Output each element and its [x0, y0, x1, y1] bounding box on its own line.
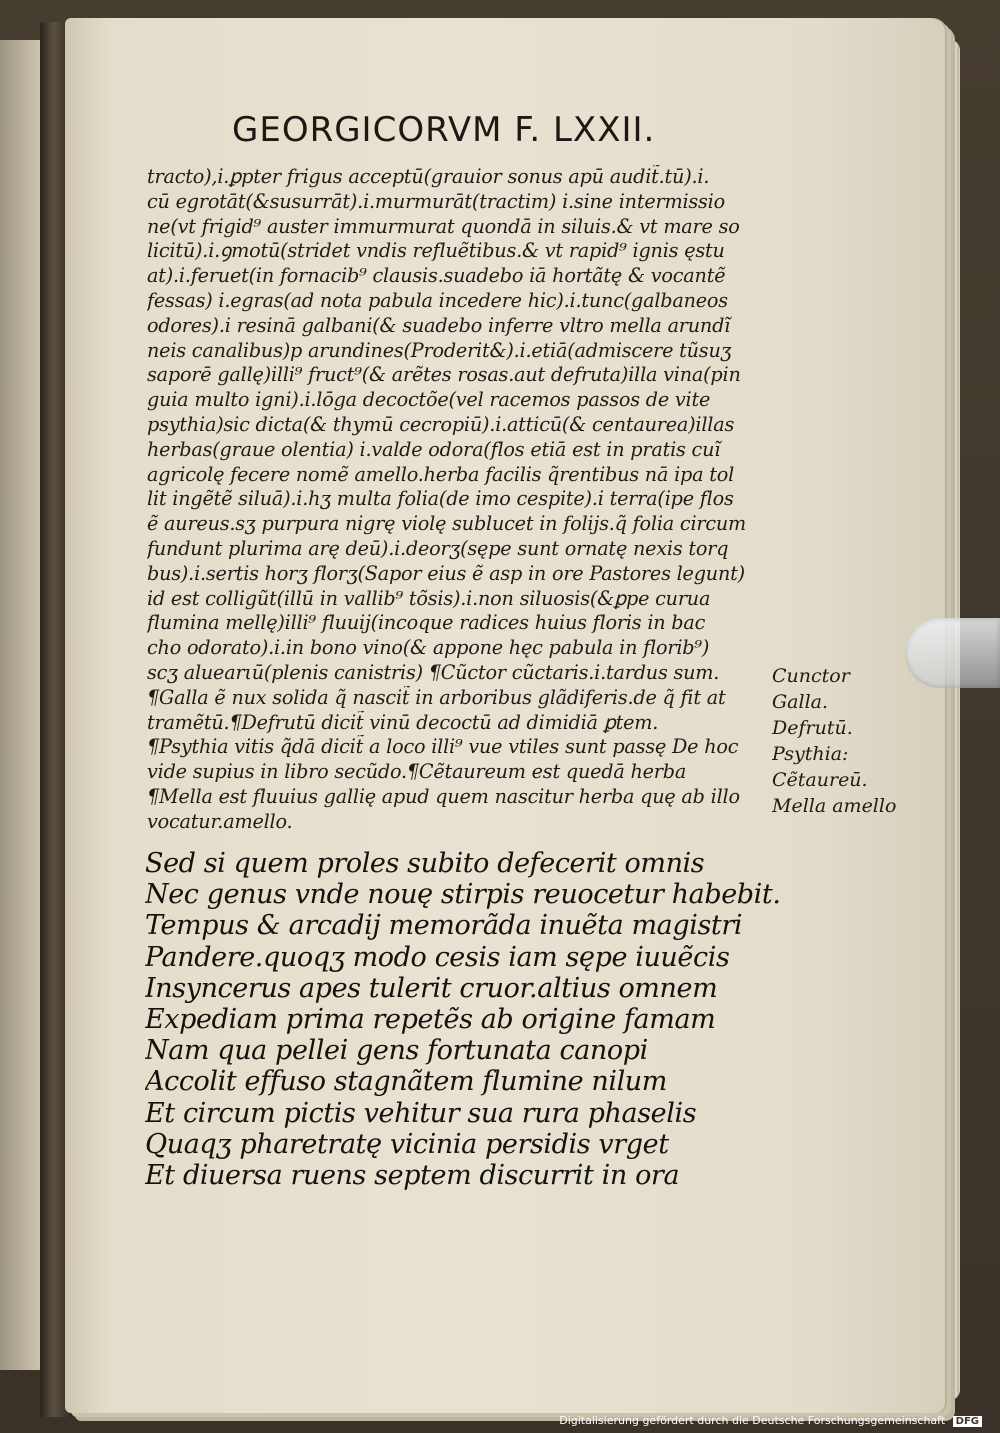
- commentary-line: cho odorato).i.in bono vino(& appone hęc pabula in florib⁹): [147, 636, 710, 660]
- marginal-note: Mella amello: [772, 795, 897, 817]
- commentary-line: lit ingẽtẽ siluā).i.hʒ multa folia(de imo cespite).i terra(ipe flos: [147, 487, 734, 511]
- marginal-note: Defrutū.: [772, 717, 853, 739]
- commentary-line: agricolę fecere nomẽ amello.herba facilis q̃rentibus nā ipa tol: [147, 462, 735, 486]
- commentary-line: saporē gallę)illi⁹ fruct⁹(& arẽtes rosas.aut defruta)illa vina(pin: [147, 363, 741, 387]
- marginal-note: Galla.: [772, 691, 829, 713]
- commentary-line: herbas(graue olentia) i.valde odora(flos etiā est in pratis cuĩ: [147, 437, 721, 461]
- verse-line: Et diuersa ruens septem discurrit in ora: [145, 1160, 680, 1192]
- commentary-line: scʒ aluearιū(plenis canistris) ¶Cũctor cũctaris.i.tardus sum.: [147, 660, 720, 684]
- verse-line: Pandere.quoqʒ modo cesis iam sępe iuuẽcis: [145, 941, 730, 973]
- commentary-line: neis canalibus)p arundines(Proderit&).i.etiā(admiscere tũsuʒ: [147, 338, 732, 362]
- verse-line: Expediam prima repetẽs ab origine famam: [145, 1004, 716, 1036]
- commentary-line: ne(vt frigid⁹ auster immurmurat quondā in siluis.& vt mare so: [147, 214, 740, 238]
- running-header: GEORGICORVM F. LXXII.: [232, 110, 656, 150]
- credit-text: Digitalisierung gefördert durch die Deutsche Forschungsgemeinschaft: [559, 1414, 946, 1427]
- commentary-line: flumina mellę)illi⁹ fluuij(incoque radices huius floris in bac: [147, 611, 706, 635]
- verse-line: Accolit effuso stagnãtem flumine nilum: [145, 1066, 667, 1098]
- verse-line: Sed si quem proles subito defecerit omnis: [145, 848, 705, 879]
- verse-line: Tempus & arcadij memorãda inuẽta magistri: [145, 910, 743, 942]
- marginal-note: Psythia:: [772, 743, 849, 765]
- marginal-notes: [772, 663, 912, 819]
- commentary-line: ¶Mella est fluuius gallię apud quem nascitur herba quę ab illo: [147, 784, 740, 808]
- commentary-block: [147, 165, 787, 835]
- commentary-line: licitū).i.ꝯmotū(stridet vndis refluẽtibus.& vt rapid⁹ ignis ęstu: [147, 239, 725, 263]
- commentary-line: guia multo igni).i.lōga decoctõe(vel racemos passos de vite: [147, 388, 711, 412]
- commentary-line: bus).i.sertis horʒ florʒ(Sapor eius ẽ asp in ore Pastores legunt): [147, 561, 745, 585]
- verse-line: Insyncerus apes tulerit cruor.altius omnem: [145, 972, 718, 1004]
- commentary-line: tracto),i.ꝑpter frigus acceptū(grauior sonus apū audit̃.tū).i.: [147, 165, 710, 188]
- marginal-note: Cunctor: [772, 665, 850, 687]
- verse-line: Nec genus vnde nouę stirpis reuocetur habebit.: [145, 879, 781, 911]
- digitization-credit: [559, 1414, 982, 1427]
- commentary-line: fundunt plurima arę deū).i.deorʒ(sępe sunt ornatę nexis torq: [147, 536, 729, 560]
- verse-line: Nam qua pellei gens fortunata canopi: [145, 1035, 648, 1067]
- dfg-logo: DFG: [953, 1416, 982, 1427]
- commentary-line: ¶Psythia vitis q̃dā dicit̃ a loco illi⁹ vue vtiles sunt passę De hoc: [147, 735, 739, 759]
- commentary-line: at).i.feruet(in fornacib⁹ clausis.suadebo iā hortãtę & vocantẽ: [147, 264, 726, 288]
- page-clip: [905, 618, 1000, 688]
- marginal-note: Cẽtaureū.: [772, 769, 868, 791]
- commentary-line: odores).i resinā galbani(& suadebo inferre vltro mella arundĩ: [147, 313, 731, 337]
- commentary-line: vide supius in libro secũdo.¶Cẽtaureum est quedā herba: [147, 760, 687, 784]
- commentary-line: ẽ aureus.sʒ purpura nigrę violę sublucet in folijs.q̃ folia circum: [147, 512, 747, 536]
- commentary-line: cū egrotāt(&susurrāt).i.murmurāt(tractim) i.sine intermissio: [147, 189, 725, 213]
- verse-block: [145, 848, 785, 1191]
- commentary-line: id est colligũt(illū in vallib⁹ tõsis).i.non siluosis(&ꝑpe curua: [147, 586, 711, 610]
- commentary-line: vocatur.amello.: [147, 809, 293, 833]
- commentary-line: ¶Galla ẽ nux solida q̃ nascit̃ in arboribus glãdiferis.de q̃ fit at: [147, 685, 726, 709]
- verse-line: Quaqʒ pharetratę vicinia persidis vrget: [145, 1128, 669, 1160]
- commentary-line: tramẽtū.¶Defrutū dicit̃ vinū decoctū ad dimidiā ꝑtem.: [147, 710, 659, 734]
- verse-line: Et circum pictis vehitur sua rura phaselis: [145, 1097, 697, 1129]
- commentary-line: psythia)sic dicta(& thymū cecropiū).i.atticū(& centaurea)illas: [147, 412, 735, 436]
- commentary-line: fessas) i.egras(ad nota pabula incedere hic).i.tunc(galbaneos: [147, 288, 728, 312]
